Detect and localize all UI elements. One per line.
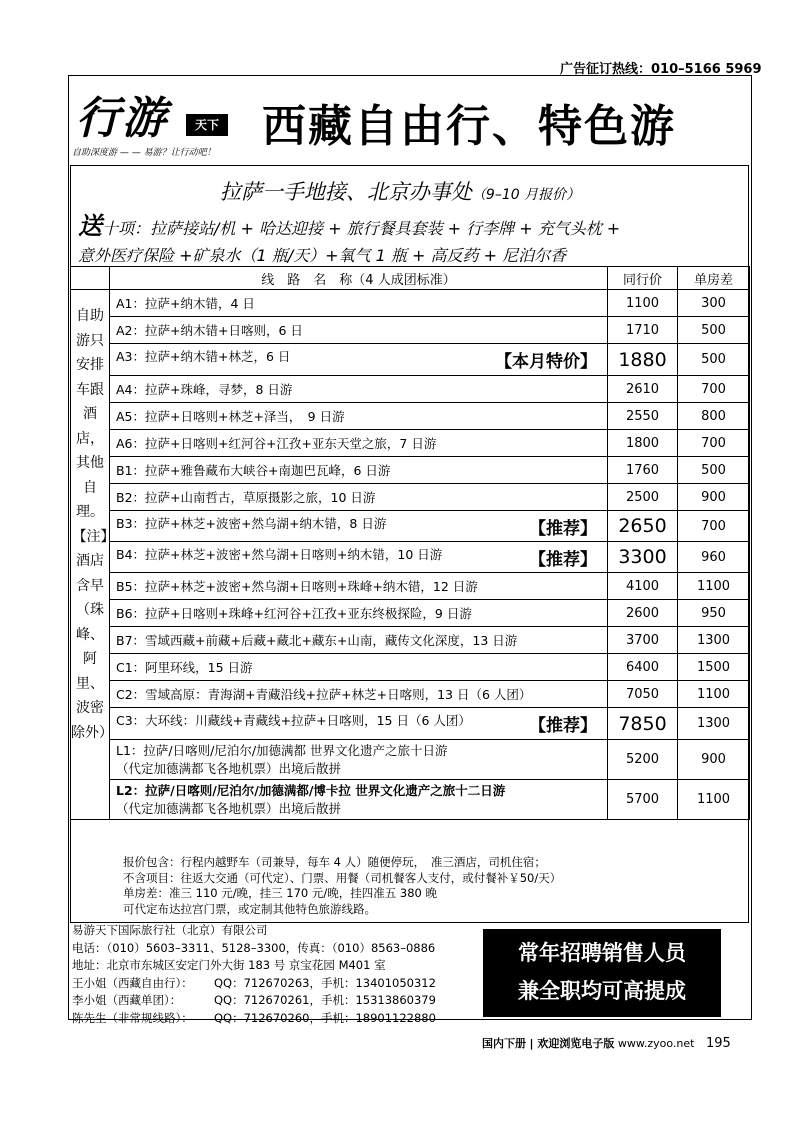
contact-row [72,975,436,993]
table-row [71,573,750,600]
route-cell [110,627,608,654]
route-badge: 【推荐】 [529,518,597,539]
price-cell: 2500 [608,484,678,511]
route-table [70,266,750,820]
route-name: B2：拉萨+山南哲古，草原摄影之旅，10 日游 [116,490,376,505]
route-cell [110,376,608,403]
brand-badge: 天下 [186,114,228,136]
table-row [71,681,750,708]
price-cell: 3300 [608,542,678,573]
note-line: 报价包含：行程内越野车（司兼导，每车 4 人）随便停玩， 准三酒店，司机住宿； [123,855,546,869]
note-line: 不含项目：往返大交通（可代定）、门票、用餐（司机餐客人支付，或付餐补￥50/天） [123,870,562,885]
gifts-list-1: ：拉萨接站/机 + 哈达迎接 + 旅行餐具套装 + 行李牌 + 充气头枕 + [134,219,621,238]
single-cell: 900 [678,740,750,780]
page-title: 西藏自由行、特色游 [262,101,676,152]
route-cell [110,573,608,600]
route-name: L1：拉萨/日喀则/尼泊尔/加德满都 世界文化遗产之旅十日游 [116,742,448,758]
price-cell: 6400 [608,654,678,681]
price-notes [123,855,561,917]
route-name: A5：拉萨+日喀则+林芝+泽当， 9 日游 [116,409,345,424]
header-route: 线 路 名 称（4 人成团标准） [110,267,608,290]
company-phone: 电话：（010）5603–3311、5128–3300，传真：（010）8563–0886 [72,940,436,955]
price-cell: 1880 [608,344,678,376]
route-name: B4：拉萨+林芝+波密+然乌湖+日喀则+纳木错，10 日游 [116,546,443,562]
single-cell: 500 [678,457,750,484]
route-cell [110,511,608,542]
route-name: B5：拉萨+林芝+波密+然乌湖+日喀则+珠峰+纳木错，12 日游 [116,579,478,594]
route-cell [110,317,608,344]
route-name: A2：拉萨+纳木错+日喀则，6 日 [116,323,303,338]
subtitle-note: （9–10 月报价） [471,187,581,203]
price-cell: 2610 [608,376,678,403]
price-cell: 1800 [608,430,678,457]
contact-name: 陈先生（非常规线路）： [72,1010,193,1025]
route-table-body [71,290,750,820]
single-cell: 700 [678,430,750,457]
single-cell: 700 [678,511,750,542]
footer-invite: 欢迎浏览电子版 [537,1037,615,1050]
recruit-line-1: 常年招聘销售人员 [518,941,686,965]
route-name: A3：拉萨+纳木错+林芝，6 日 [116,349,291,364]
route-cell [110,780,608,820]
price-cell: 4100 [608,573,678,600]
gifts-line-2: 意外医疗保险 +矿泉水（1 瓶/天）+氧气 1 瓶 + 高反药 + 尼泊尔香 [78,246,567,265]
header-corner [71,267,110,290]
single-cell: 800 [678,403,750,430]
route-name: C1：阿里环线，15 日游 [116,660,253,675]
contact-info: QQ：712670260，手机：18901122880 [214,1010,436,1025]
brand-slogan: 自助深度游 — — 易游？让行动吧！ [72,148,216,158]
route-cell [110,457,608,484]
route-cell [110,740,608,780]
route-cell [110,484,608,511]
company-address: 地址：北京市东城区安定门外大街 183 号 京宝花园 M401 室 [72,958,386,972]
price-cell: 2650 [608,511,678,542]
header-price: 同行价 [608,267,678,290]
table-row [71,627,750,654]
price-cell: 1760 [608,457,678,484]
contact-name: 王小姐（西藏自由行）： [72,975,193,990]
price-cell: 2550 [608,403,678,430]
route-badge: 【推荐】 [529,716,597,736]
footer-site: www.zyoo.net [617,1037,695,1050]
route-subnote: （代定加德满都飞各地机票）出境后散拼 [116,800,342,816]
route-badge: 【本月特价】 [495,352,597,372]
single-cell: 960 [678,542,750,573]
contact-info: QQ：712670261，手机：15313860379 [214,993,436,1007]
side-note: 自助游只安排车跟酒店，其他自理。【注】酒店含早（珠峰、阿里、波密除外） [71,290,110,820]
route-cell [110,344,608,376]
table-row [71,403,750,430]
subtitle-main: 拉萨一手地接、北京办事处 [219,180,472,204]
header-single: 单房差 [678,267,750,290]
table-row [71,708,750,740]
route-name: C3：大环线：川藏线+青藏线+拉萨+日喀则，15 日（6 人团） [116,713,471,728]
single-cell: 1100 [678,780,750,820]
single-cell: 700 [678,376,750,403]
table-row [71,430,750,457]
single-cell: 1100 [678,573,750,600]
table-row [71,317,750,344]
route-name: B7：雪域西藏+前藏+后藏+藏北+藏东+山南，藏传文化深度，13 日游 [116,633,518,648]
route-name: B3：拉萨+林芝+波密+然乌湖+纳木错，8 日游 [116,515,387,531]
single-cell: 1300 [678,627,750,654]
single-cell: 500 [678,317,750,344]
table-row [71,654,750,681]
recruit-line-2: 兼全职均可高提成 [518,979,686,1003]
route-cell [110,430,608,457]
gifts-count: 十项 [102,219,135,238]
route-name: A4：拉萨+珠峰，寻梦，8 日游 [116,382,293,397]
route-name: A1：拉萨+纳木错，4 日 [116,296,255,311]
single-cell: 1100 [678,681,750,708]
ad-hotline: 广告征订热线：010–5166 5969 [560,62,762,77]
single-cell: 300 [678,290,750,317]
contact-info: QQ：712670263，手机：13401050312 [214,975,436,990]
route-cell [110,600,608,627]
table-header-row [71,267,750,290]
contact-name: 李小姐（西藏单团）： [72,993,182,1007]
table-row [71,344,750,376]
single-cell: 500 [678,344,750,376]
price-cell: 3700 [608,627,678,654]
table-row [71,484,750,511]
subtitle [0,176,800,206]
price-cell: 1100 [608,290,678,317]
gifts-prefix: 送 [78,212,102,240]
gifts-line-1 [78,206,620,241]
route-cell [110,542,608,573]
price-cell: 7050 [608,681,678,708]
price-cell: 7850 [608,708,678,740]
page-number: 195 [705,1036,731,1051]
single-cell: 1500 [678,654,750,681]
table-row [71,740,750,780]
route-name: L2：拉萨/日喀则/尼泊尔/加德满都/博卡拉 世界文化遗产之旅十二日游 [116,782,506,798]
price-cell: 1710 [608,317,678,344]
route-name: B6：拉萨+日喀则+珠峰+红河谷+江孜+亚东终极探险，9 日游 [116,606,472,621]
price-cell: 5200 [608,740,678,780]
note-line: 单房差：准三 110 元/晚，挂三 170 元/晚，挂四准五 380 晚 [123,886,438,900]
company-info [72,922,436,1027]
footer-section: 国内下册 [482,1037,526,1050]
company-name: 易游天下国际旅行社（北京）有限公司 [72,923,268,937]
table-row [71,290,750,317]
route-cell [110,654,608,681]
route-badge: 【推荐】 [529,549,597,570]
route-name: B1：拉萨+雅鲁藏布大峡谷+南迦巴瓦峰，6 日游 [116,463,391,478]
table-row [71,376,750,403]
route-cell [110,681,608,708]
route-subnote: （代定加德满都飞各地机票）出境后散拼 [116,760,342,776]
contact-row [72,1010,436,1028]
route-cell [110,708,608,740]
single-cell: 900 [678,484,750,511]
recruit-banner [483,929,721,1017]
page-footer: 国内下册 | 欢迎浏览电子版 www.zyoo.net 195 [482,1036,731,1051]
route-name: A6：拉萨+日喀则+红河谷+江孜+亚东天堂之旅，7 日游 [116,436,437,451]
single-cell: 1300 [678,708,750,740]
table-row [71,542,750,573]
table-row [71,600,750,627]
price-cell: 2600 [608,600,678,627]
note-line: 可代定布达拉宫门票，或定制其他特色旅游线路。 [123,901,376,916]
contact-row [72,992,436,1010]
table-row [71,780,750,820]
route-name: C2：雪域高原：青海湖+青藏沿线+拉萨+林芝+日喀则，13 日（6 人团） [116,687,532,702]
table-row [71,457,750,484]
price-cell: 5700 [608,780,678,820]
route-cell [110,403,608,430]
single-cell: 950 [678,600,750,627]
table-row [71,511,750,542]
brand-logo: 行游 [76,93,168,144]
route-cell [110,290,608,317]
